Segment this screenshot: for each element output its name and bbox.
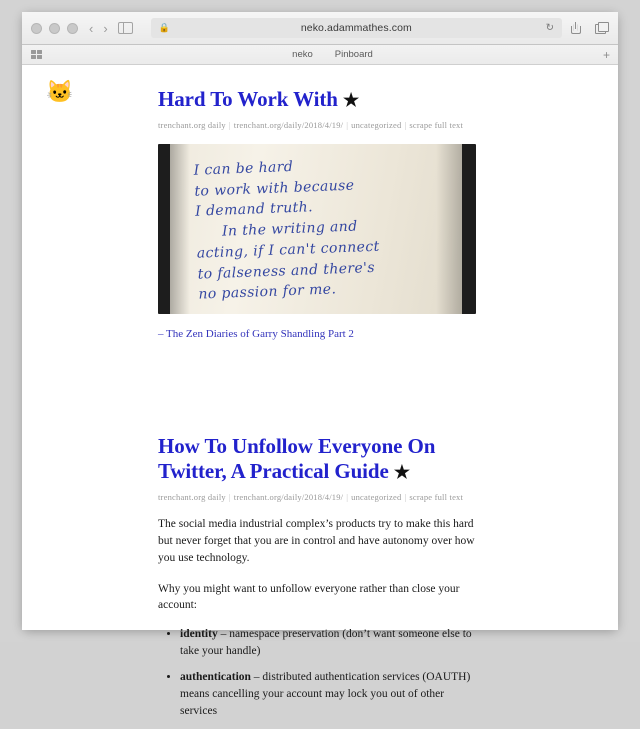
- browser-window: [22, 12, 618, 717]
- sidebar-toggle-icon[interactable]: [118, 22, 133, 34]
- post-item: [158, 87, 478, 340]
- back-button[interactable]: ‹: [89, 20, 94, 36]
- meta-category[interactable]: uncategorized: [351, 119, 402, 130]
- post-title[interactable]: [158, 87, 478, 113]
- star-icon[interactable]: ★: [342, 90, 359, 110]
- list-item-term: identity: [180, 628, 218, 641]
- post-caption: – The Zen Diaries of Garry Shandling Part 2: [158, 327, 354, 340]
- cat-logo-icon[interactable]: 🐱: [46, 79, 74, 104]
- meta-separator: |: [346, 491, 349, 502]
- share-icon[interactable]: [570, 22, 582, 34]
- post-meta: [158, 492, 478, 502]
- meta-scrape-action[interactable]: scrape full text: [409, 491, 464, 502]
- handwriting-line: In the writing and: [221, 218, 358, 240]
- bookmark-item-neko[interactable]: neko: [292, 49, 313, 60]
- meta-url[interactable]: trenchant.org/daily/2018/4/19/: [233, 491, 344, 502]
- list-item-text: – distributed authentication services (OAUTH) means cancelling your account may lock you out of other services: [180, 671, 471, 717]
- handwriting-line: to work with because: [194, 176, 355, 200]
- handwriting-line: I can be hard: [193, 158, 294, 179]
- post-paragraph: Why you might want to unfollow everyone rather than close your account:: [158, 582, 460, 612]
- post-title-text: Hard To Work With: [158, 87, 338, 111]
- journal-page: [170, 144, 462, 314]
- toolbar-right-group: [570, 22, 609, 34]
- post-meta: [158, 120, 478, 130]
- meta-separator: |: [404, 119, 407, 130]
- forward-button[interactable]: ›: [103, 20, 108, 36]
- list-item-text: – namespace preservation (don’t want someone else to take your handle): [180, 628, 472, 658]
- zoom-window-button[interactable]: [67, 23, 78, 34]
- close-window-button[interactable]: [31, 23, 42, 34]
- bookmarks-grid-icon[interactable]: [31, 50, 42, 59]
- post-item: [158, 434, 478, 720]
- browser-toolbar: [22, 12, 618, 45]
- meta-scrape-action[interactable]: scrape full text: [409, 119, 464, 130]
- handwriting-line: acting, if I can't connect: [196, 238, 380, 262]
- bookmark-items: [56, 49, 609, 60]
- post-image[interactable]: [158, 144, 476, 314]
- post-spacer: [158, 340, 478, 412]
- window-controls[interactable]: [31, 23, 78, 34]
- star-icon[interactable]: ★: [393, 462, 410, 483]
- tab-overview-icon[interactable]: [595, 22, 607, 34]
- handwriting-line: no passion for me.: [198, 281, 337, 303]
- reload-icon[interactable]: ↻: [545, 22, 554, 34]
- bookmarks-bar: [22, 45, 618, 65]
- meta-source[interactable]: trenchant.org daily: [158, 119, 226, 130]
- list-item-term: authentication: [180, 671, 251, 684]
- meta-separator: |: [346, 119, 349, 130]
- list-item: [180, 626, 478, 660]
- meta-separator: |: [228, 119, 231, 130]
- navigation-controls: [89, 22, 133, 35]
- bookmark-item-pinboard[interactable]: Pinboard: [334, 49, 373, 60]
- meta-category[interactable]: uncategorized: [351, 491, 402, 502]
- new-tab-button[interactable]: +: [602, 47, 610, 62]
- meta-separator: |: [404, 491, 407, 502]
- post-bullet-list: [158, 626, 478, 719]
- article-list: [158, 65, 478, 729]
- post-title[interactable]: [158, 434, 478, 485]
- post-title-text: How To Unfollow Everyone On Twitter, A Practical Guide: [158, 433, 436, 484]
- address-bar-text: neko.adammathes.com: [300, 22, 412, 34]
- minimize-window-button[interactable]: [49, 23, 60, 34]
- handwriting-line: to falseness and there's: [197, 259, 376, 282]
- handwritten-text: [193, 151, 442, 305]
- list-item: [180, 669, 478, 720]
- lock-icon: 🔒: [158, 22, 170, 33]
- address-bar[interactable]: [151, 18, 562, 38]
- handwriting-line: I demand truth.: [194, 199, 314, 220]
- post-paragraph: The social media industrial complex’s products try to make this hard but never forget that you are in control and have autonomy over how you use technology.: [158, 517, 475, 564]
- meta-separator: |: [228, 491, 231, 502]
- page-content: [22, 65, 618, 717]
- meta-url[interactable]: trenchant.org/daily/2018/4/19/: [233, 119, 344, 130]
- meta-source[interactable]: trenchant.org daily: [158, 491, 226, 502]
